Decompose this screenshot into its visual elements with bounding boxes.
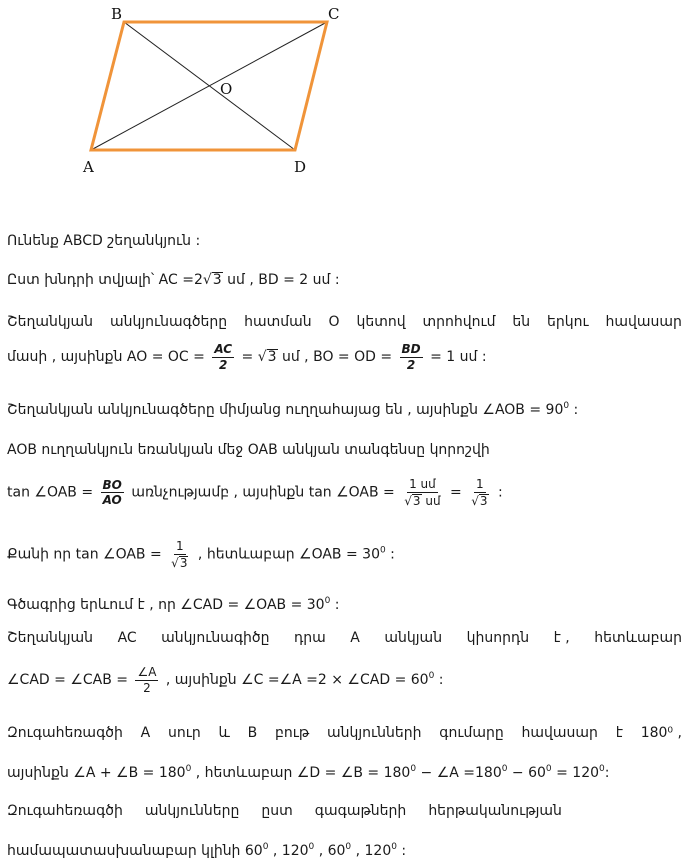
line11-end: : <box>434 672 444 689</box>
text-line-1: Ունենք ABCD շեղանկյուն : <box>7 233 201 249</box>
text-line-3 <box>7 314 682 330</box>
frac-num: ∠A <box>137 665 157 679</box>
line8-end: : <box>385 546 395 563</box>
line13-d: − 60 <box>507 765 546 781</box>
line5-end: : <box>569 402 579 418</box>
frac-num: 1 <box>476 477 484 491</box>
equals: = <box>241 349 254 366</box>
word: անկյունագիծը <box>161 630 270 646</box>
text-line-10 <box>7 630 682 646</box>
word: Շեղանկյան <box>7 314 94 330</box>
word: O <box>328 314 340 330</box>
sqrt-symbol: √ 3 <box>471 493 488 508</box>
fraction-bo-over-ao <box>101 479 124 507</box>
sqrt-radicand: 3 <box>412 493 421 508</box>
vertex-label-c: C <box>328 5 340 23</box>
degree-sup: 0 <box>545 764 552 774</box>
line7-end: : <box>497 484 503 501</box>
fraction-1-over-sqrt3 <box>469 478 490 507</box>
word: Զուգահեռագծի <box>7 725 123 741</box>
degree-sup: 0 <box>308 842 315 852</box>
word: գագաթների <box>314 803 407 819</box>
line8-start: Քանի որ tan ∠OAB = <box>7 546 162 563</box>
line2-end: սմ , BD = 2 սմ : <box>227 272 340 288</box>
word: անկյունագծերը <box>109 314 228 330</box>
word: է , <box>553 630 570 646</box>
fraction-angle-a-over-2 <box>135 666 158 694</box>
sqrt-radicand: 3 <box>479 493 488 508</box>
text-line-15 <box>7 843 406 858</box>
sqrt-symbol: √ 3 <box>202 272 222 288</box>
line11-mid: , այսինքն ∠C =∠A =2 × ∠CAD = 60 <box>165 672 429 689</box>
frac-num: AC <box>214 342 233 356</box>
text-line-8 <box>7 540 395 569</box>
word: կիսորդն <box>466 630 530 646</box>
word: Զուգահեռագծի <box>7 803 123 819</box>
text-line-12 <box>7 725 682 741</box>
word: B <box>247 725 258 741</box>
word: երկու <box>547 314 589 330</box>
word: սուր <box>168 725 201 741</box>
word: գումարը <box>439 725 504 741</box>
word: հավասար <box>605 314 682 330</box>
line15-d: , 120 <box>351 843 392 859</box>
word: դրա <box>294 630 326 646</box>
line5-text: Շեղանկյան անկյունագծերը միմյանց ուղղահայաց են , այսինքն ∠AOB = 90 <box>7 402 564 418</box>
text-line-14 <box>7 804 584 818</box>
text-line-4 <box>7 343 487 371</box>
line9-text: Գծագրից երևում է , որ ∠CAD = ∠OAB = 30 <box>7 597 325 613</box>
word: կետով <box>356 314 406 330</box>
line4-mid: սմ , BO = OD = <box>281 349 393 366</box>
vertex-label-a: A <box>83 158 94 176</box>
line4-end: = 1 սմ : <box>430 349 487 366</box>
word: անկյունները <box>144 803 240 819</box>
word: անկյան <box>384 630 443 646</box>
frac-num: BD <box>401 342 421 356</box>
fraction-ac-over-2 <box>212 343 234 371</box>
text-line-7 <box>7 478 503 507</box>
word: AC <box>117 630 137 646</box>
word: 180⁰ , <box>640 725 682 741</box>
line8-mid: , հետևաբար ∠OAB = 30 <box>197 546 380 563</box>
line13-e: = 120 <box>551 765 600 781</box>
line15-e: : <box>396 843 407 859</box>
text-line-6: AOB ուղղանկյուն եռանկյան մեջ OAB անկյան տանգենսը կորոշվի <box>7 442 490 458</box>
degree-sup: 0 <box>324 596 331 606</box>
degree-sup: 0 <box>185 764 192 774</box>
unit: սմ <box>421 493 441 508</box>
word: հավասար <box>521 725 598 741</box>
vertex-label-b: B <box>111 5 123 23</box>
frac-den <box>169 555 190 570</box>
line13-a: այսինքն ∠A + ∠B = 180 <box>7 765 186 781</box>
frac-den <box>402 493 442 508</box>
diagonal-bd <box>124 22 295 150</box>
line15-a: համապատասխանաբար կլինի 60 <box>7 843 263 859</box>
word: Շեղանկյան <box>7 630 94 646</box>
degree-sup: 0 <box>262 842 269 852</box>
word: A <box>140 725 151 741</box>
degree-sup: 0 <box>345 842 352 852</box>
line2-start: Ըստ խնդրի տվյալի՝ AC =2 <box>7 272 203 288</box>
frac-den: AO <box>102 493 122 508</box>
line13-c: − ∠A =180 <box>416 765 502 781</box>
word: հետևաբար <box>594 630 682 646</box>
vertex-label-d: D <box>294 158 307 176</box>
word: ըստ <box>261 803 293 819</box>
degree-sup: 0 <box>410 764 417 774</box>
degree-sup: 0 <box>599 764 605 774</box>
word: են <box>512 314 531 330</box>
degree-sup: 0 <box>391 842 397 852</box>
frac-num: 1 սմ <box>409 477 436 491</box>
degree-sup: 0 <box>501 764 508 774</box>
parallelogram-figure <box>0 0 689 190</box>
frac-den: 2 <box>406 357 416 372</box>
line13-b: , հետևաբար ∠D = ∠B = 180 <box>191 765 411 781</box>
text-line-11 <box>7 666 443 694</box>
frac-den: 2 <box>219 357 228 372</box>
sqrt-symbol: √ 3 <box>404 493 421 508</box>
line7-start: tan ∠OAB = <box>7 484 94 501</box>
sqrt-symbol: √ 3 <box>257 349 277 366</box>
center-label-o: O <box>220 80 233 98</box>
equals: = <box>450 484 462 501</box>
line15-c: , 60 <box>314 843 346 859</box>
word: տրոհվում <box>422 314 496 330</box>
word: հերթականության <box>428 803 562 819</box>
word: հատման <box>244 314 312 330</box>
degree-sup: 0 <box>428 671 435 682</box>
line4-start: մասի , այսինքն AO = OC = <box>7 349 205 366</box>
word: A <box>350 630 360 646</box>
word: անկյունների <box>327 725 422 741</box>
text-line-9 <box>7 597 339 612</box>
sqrt-radicand: 3 <box>267 349 277 366</box>
frac-num: BO <box>102 477 122 492</box>
word: և <box>218 725 230 741</box>
text-line-2 <box>7 272 340 288</box>
word: բութ <box>275 725 310 741</box>
word: է <box>615 725 623 741</box>
fraction-1cm-over-sqrt3cm <box>402 478 442 507</box>
degree-sup: 0 <box>379 545 386 556</box>
sqrt-symbol: √ 3 <box>171 555 188 570</box>
text-line-13 <box>7 765 609 780</box>
line15-b: , 120 <box>268 843 309 859</box>
sqrt-radicand: 3 <box>179 555 188 570</box>
frac-den <box>469 493 490 508</box>
frac-den: 2 <box>143 680 151 695</box>
text-line-5 <box>7 402 578 417</box>
fraction-1-over-sqrt3 <box>169 540 190 569</box>
line11-start: ∠CAD = ∠CAB = <box>7 672 129 689</box>
line7-mid: առնչությամբ , այսինքն tan ∠OAB = <box>131 484 395 501</box>
frac-num: 1 <box>176 539 184 553</box>
line9-end: : <box>330 597 340 613</box>
line13-f: : <box>604 765 610 781</box>
degree-sup: 0 <box>563 401 570 411</box>
sqrt-radicand: 3 <box>212 272 222 288</box>
fraction-bd-over-2 <box>400 343 423 371</box>
